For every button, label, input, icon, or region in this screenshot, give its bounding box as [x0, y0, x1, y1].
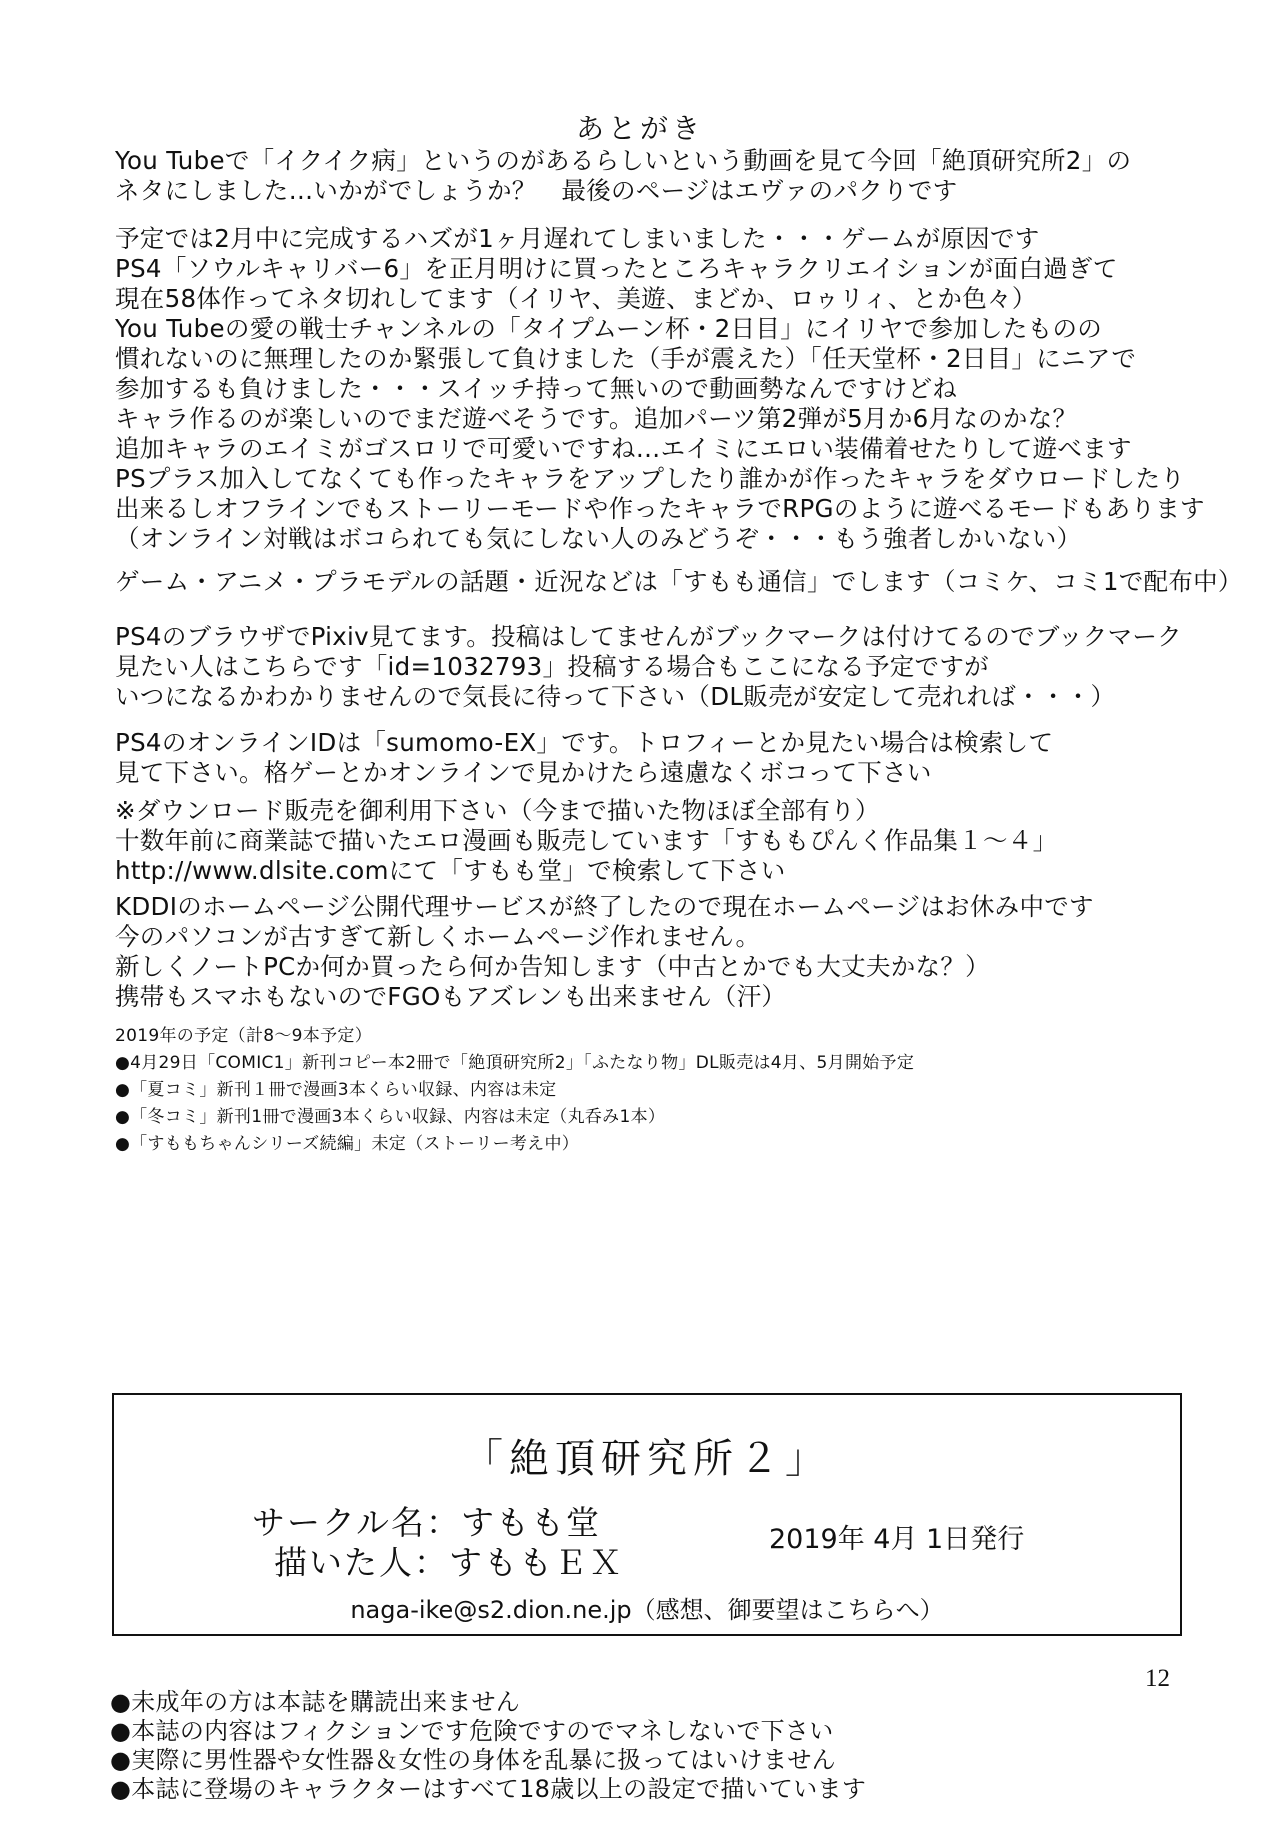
text-line: いつになるかわかりませんので気長に待って下さい（DL販売が安定して売れれば・・・）: [115, 682, 1116, 711]
schedule-item: ●「冬コミ」新刊1冊で漫画3本くらい収録、内容は未定（丸呑み1本）: [115, 1107, 666, 1127]
text-line: ネタにしました…いかがでしょうか？ 最後のページはエヴァのパクりです: [115, 176, 958, 205]
notice-item: ●未成年の方は本誌を購読出来ません: [110, 1688, 521, 1716]
notice-list: [110, 1688, 1110, 1804]
text-line: 今のパソコンが古すぎて新しくホームページ作れません。: [115, 922, 761, 951]
text-line: PS4のブラウザでPixiv見てます。投稿はしてませんがブックマークは付けてるのでブックマーク: [115, 622, 1182, 651]
text-line: 現在58体作ってネタ切れしてます（イリヤ、美遊、まどか、ロゥリィ、とか色々）: [115, 284, 1037, 313]
text-line: （オンライン対戦はボコられても気にしない人のみどうぞ・・・もう強者しかいない）: [115, 524, 1082, 553]
paragraph-newsletter: [115, 567, 1243, 597]
text-line: キャラ作るのが楽しいのでまだ遊べそうです。追加パーツ第2弾が5月か6月なのかな？: [115, 404, 1078, 433]
paragraph-homepage: [115, 892, 1215, 1012]
text-line: ※ダウンロード販売を御利用下さい（今まで描いた物ほぼ全部有り）: [115, 796, 880, 825]
contact-email: naga-ike@s2.dion.ne.jp（感想、御要望はこちらへ）: [350, 1596, 944, 1624]
text-line: 追加キャラのエイミがゴスロリで可愛いですね…エイミにエロい装備着せたりして遊べます: [115, 434, 1132, 463]
notice-item: ●本誌に登場のキャラクターはすべて18歳以上の設定で描いています: [110, 1775, 867, 1803]
text-line: http://www.dlsite.comにて「すもも堂」で検索して下さい: [115, 856, 786, 885]
text-line: You Tubeで「イクイク病」というのがあるらしいという動画を見て今回「絶頂研究所2」の: [115, 146, 1132, 175]
schedule-item: ●4月29日「COMIC1」新刊コピー本2冊で「絶頂研究所2」「ふたなり物」DL販売は4月、5月開始予定: [115, 1053, 915, 1073]
text-line: 参加するも負けました・・・スイッチ持って無いので動画勢なんですけどね: [115, 374, 958, 403]
circle-name: サークル名：すもも堂: [252, 1503, 602, 1542]
paragraph-online-id: [115, 728, 1215, 788]
book-title: 「絶頂研究所２」: [463, 1436, 831, 1482]
page-title: あとがき: [575, 112, 704, 145]
text-line: 出来るしオフラインでもストーリーモードや作ったキャラでRPGのように遊べるモードもあります: [115, 494, 1205, 523]
paragraph-download-sales: [115, 796, 1215, 886]
schedule-heading: 2019年の予定（計8～9本予定）: [115, 1026, 372, 1046]
text-line: 携帯もスマホもないのでFGOもアズレンも出来ません（汗）: [115, 982, 787, 1011]
text-line: 見たい人はこちらです「id=1032793」投稿する場合もここになる予定ですが: [115, 652, 989, 681]
paragraph-inspiration: [115, 146, 1215, 206]
notice-item: ●本誌の内容はフィクションです危険ですのでマネしないで下さい: [110, 1717, 834, 1745]
text-line: PS4「ソウルキャリバー6」を正月明けに買ったところキャラクリエイションが面白過ぎて: [115, 254, 1118, 283]
text-line: 十数年前に商業誌で描いたエロ漫画も販売しています「すももぴんく作品集１～４」: [115, 826, 1058, 855]
text-line: 見て下さい。格ゲーとかオンラインで見かけたら遠慮なくボコって下さい: [115, 758, 932, 787]
paragraph-pixiv: [115, 622, 1215, 712]
paragraph-game-news: [115, 224, 1215, 554]
text-line: KDDIのホームページ公開代理サービスが終了したので現在ホームページはお休み中です: [115, 892, 1094, 921]
text-line: ゲーム・アニメ・プラモデルの話題・近況などは「すもも通信」でします（コミケ、コミ1で配布中）: [115, 567, 1243, 596]
notice-item: ●実際に男性器や女性器＆女性の身体を乱暴に扱ってはいけません: [110, 1746, 836, 1774]
text-line: 予定では2月中に完成するハズが1ヶ月遅れてしまいました・・・ゲームが原因です: [115, 224, 1040, 253]
publish-date: 2019年 4月 1日発行: [769, 1524, 1025, 1555]
page-number: 12: [1145, 1665, 1170, 1692]
text-line: 新しくノートPCか何か買ったら何か告知します（中古とかでも大丈夫かな？）: [115, 952, 990, 981]
schedule-item: ●「夏コミ」新刊１冊で漫画3本くらい収録、内容は未定: [115, 1080, 557, 1100]
colophon-box: [112, 1393, 1182, 1636]
schedule-list: [115, 1023, 1215, 1158]
text-line: You Tubeの愛の戦士チャンネルの「タイプムーン杯・2日目」にイリヤで参加したものの: [115, 314, 1103, 343]
text-line: PS4のオンラインIDは「sumomo-EX」です。トロフィーとか見たい場合は検索して: [115, 728, 1054, 757]
author-name: 描いた人：すももＥＸ: [274, 1543, 624, 1582]
text-line: PSプラス加入してなくても作ったキャラをアップしたり誰かが作ったキャラをダウロードしたり: [115, 464, 1186, 493]
schedule-item: ●「すももちゃんシリーズ続編」未定（ストーリー考え中）: [115, 1134, 580, 1154]
text-line: 慣れないのに無理したのか緊張して負けました（手が震えた）「任天堂杯・2日目」にニアで: [115, 344, 1137, 373]
